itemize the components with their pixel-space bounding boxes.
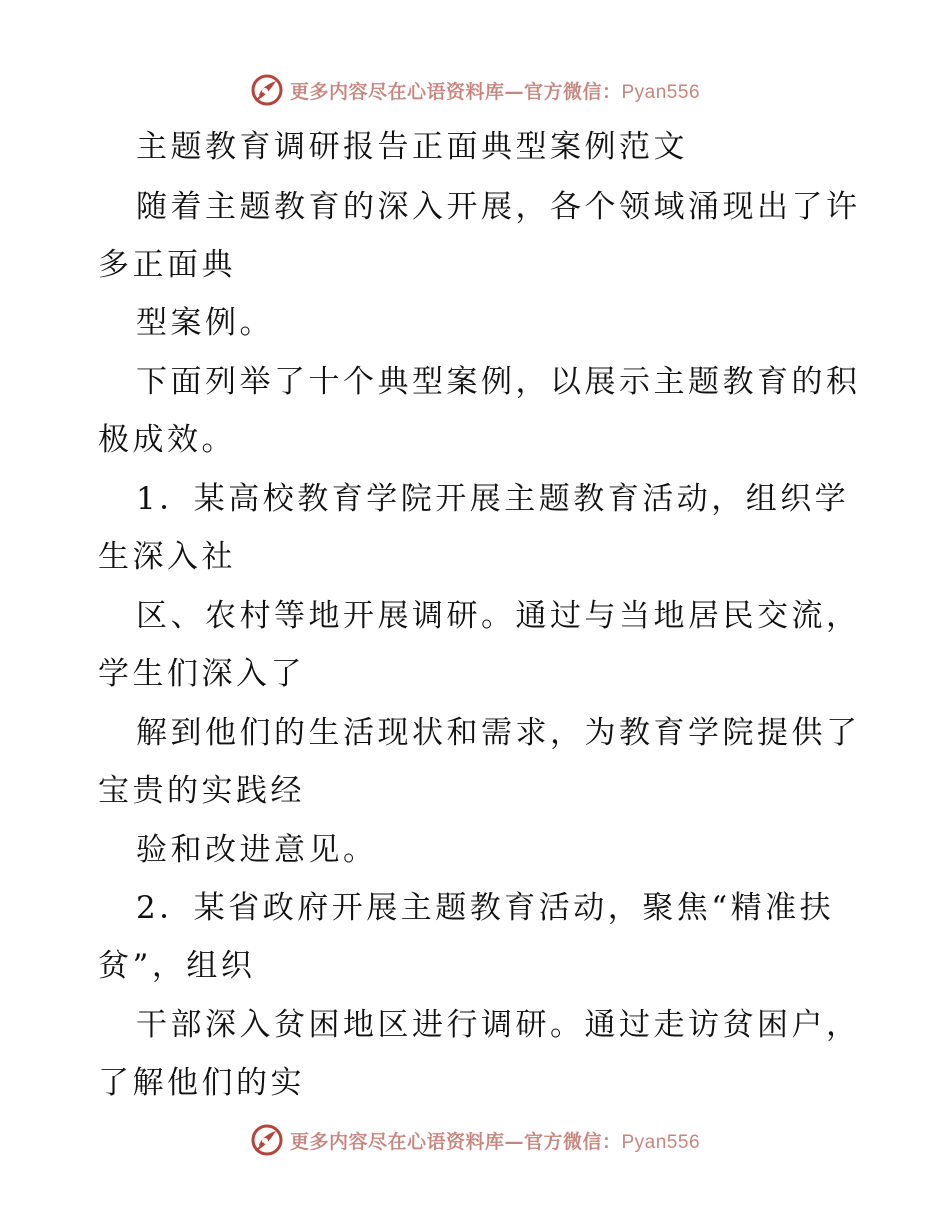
text-line: 极成效。 (98, 422, 236, 458)
text-line: 生深入社 (98, 539, 236, 575)
text-line: 学生们深入了 (98, 656, 305, 692)
list-item-1-line: 1．某高校教育学院开展主题教育活动，组织学 (136, 481, 850, 517)
text-line: 宝贵的实践经 (98, 773, 305, 809)
text-line: 型案例。 (136, 305, 274, 341)
text-line: 区、农村等地开展调研。通过与当地居民交流， (136, 598, 861, 634)
text-line: 了解他们的实 (98, 1065, 305, 1101)
list-item-2-line: 2．某省政府开展主题教育活动，聚焦“精准扶 (136, 890, 835, 926)
header-banner-text: 更多内容尽在心语资料库—官方微信：Pyan556 (289, 80, 701, 103)
text-line: 验和改进意见。 (136, 832, 378, 868)
header-banner (0, 70, 950, 110)
rose-logo-icon (250, 1123, 284, 1157)
text-line: 贫”，组织 (98, 948, 256, 984)
header-wechat-id: Pyan556 (621, 81, 701, 103)
document-title: 主题教育调研报告正面典型案例范文 (136, 129, 688, 165)
text-line: 解到他们的生活现状和需求，为教育学院提供了 (136, 715, 861, 751)
text-line: 干部深入贫困地区进行调研。通过走访贫困户， (136, 1007, 861, 1043)
text-line: 随着主题教育的深入开展，各个领域涌现出了许 (136, 189, 861, 225)
footer-banner-text: 更多内容尽在心语资料库—官方微信：Pyan556 (289, 1130, 701, 1153)
footer-banner (0, 1120, 950, 1160)
text-line: 多正面典 (98, 247, 236, 283)
rose-logo-icon (250, 73, 284, 107)
text-line: 下面列举了十个典型案例，以展示主题教育的积 (136, 364, 861, 400)
footer-wechat-id: Pyan556 (621, 1131, 701, 1153)
